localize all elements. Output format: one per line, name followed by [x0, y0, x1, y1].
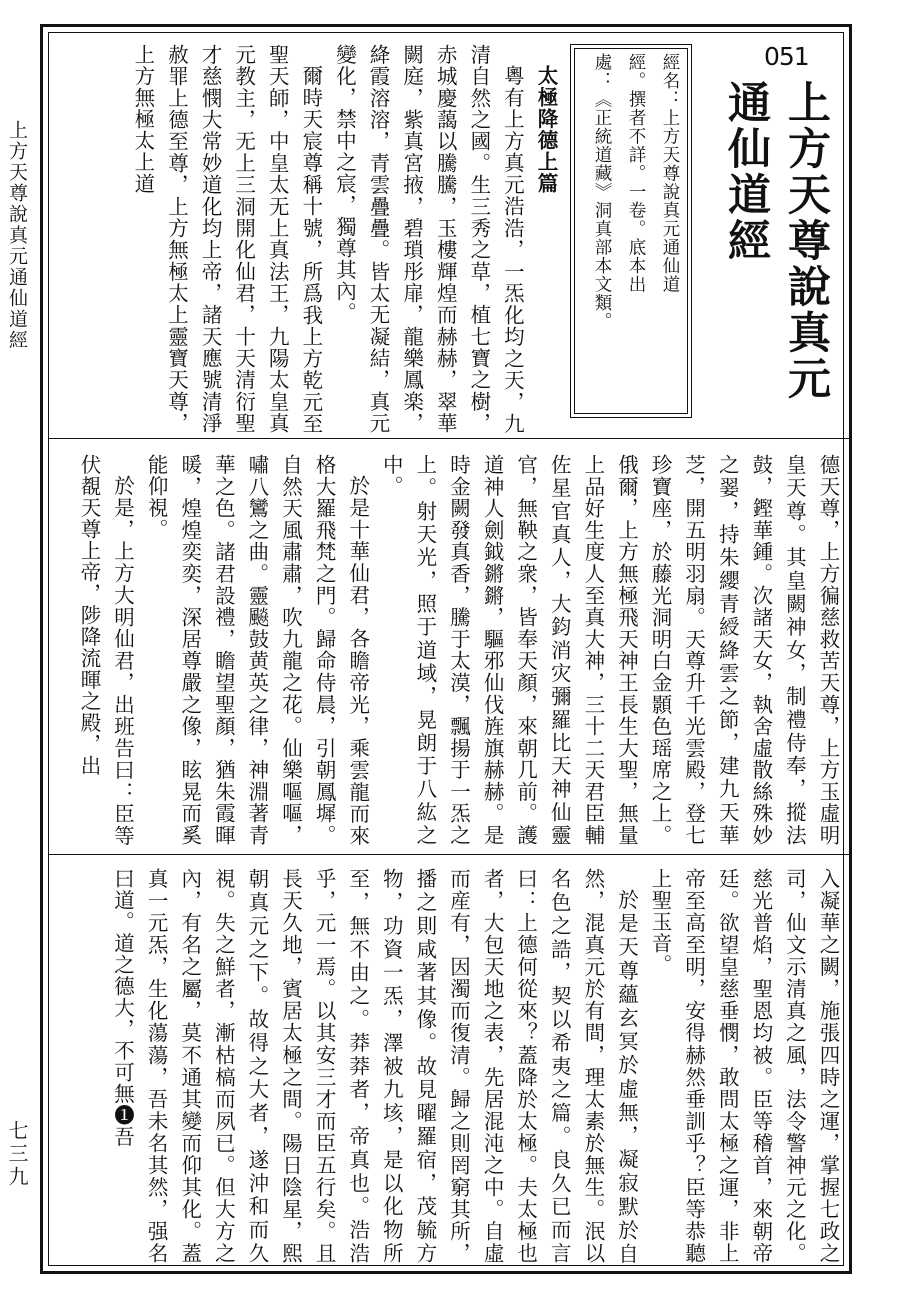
page-number: 七三九 [5, 1120, 29, 1189]
register-divider-1 [48, 438, 850, 439]
paragraph: 德天尊，上方徧慈救苦天尊，上方玉虛明皇天尊。其皇闕神女，制禮侍奉，摐法鼓，鏗華鍾。次諸天女，執舍虛散絲殊妙之翣，持朱纓青綬絳雲之節，建九天華芝，開五明羽扇。天尊升千光雲殿，登七珍寶座，於藤光洞明白金顥色瑶席之上。俄爾，上方無極飛天神王長生大聖，無量上品好生度人至真大神，三十二天君臣輔佐星官真人，大鈞消灾彌羅比天神仙靈官，無鞅之衆，皆奉天顏，來朝几前。護道神人劍鉞鏘鏘，驅邪仙伐旌旗赫赫。是時金闕發真香，騰于太漠，飄揚于一炁之上。射天光，照于道域，晃朗于八紘之中。 [379, 454, 840, 846]
text-register-1 [52, 44, 562, 434]
colophon-box [570, 44, 692, 418]
paragraph: 於是十華仙君，各瞻帝光，乘雲龍而來格大羅飛梵之門。歸命侍晨，引朝鳳墀。自然天風肅肅，吹九龍之花。仙樂嘔嘔，嘯八鸞之曲。靈飈鼓黄英之律，神淵著青華之色。諸君設禮，瞻望聖顏，猶朱霞暉暖，煌煌奕奕，深居尊嚴之像，眩晃而奚能仰視。 [144, 454, 370, 846]
paragraph: 於是天尊蘊玄冥於虛無，凝寂默於自然，混真元於有間，理太素於無生。泯以名色之誥，契以希夷之篇。良久已而言曰：上德何從來？蓋降於太極。夫太極也者，大包天地之表，先居混沌之中。自虛而産有，因濁而復清。歸之則罔窮其所，播之則咸著其像。故見曜羅宿，茂毓方物，功資一炁，澤被九垓，是以化物所至，無不由之。莽莽者，帝真也。浩浩乎，元一焉。以其安三才而臣五行矣。且長天久地，賓居太極之間。陽日陰星，熙朝真元之下。故得之大者，遂沖和而久視。失之鮮者，漸枯槁而夙已。但大方之內，有名之屬，莫不通其變而仰其化。蓋真一元炁，生化蕩蕩，吾未名其然，强名曰道。道之德大，不可無❶吾 [110, 868, 639, 1264]
register-divider-2 [48, 854, 850, 855]
paragraph: 爾時天宸尊稱十號，所爲我上方乾元至聖天師，中皇太无上真法王，九陽太皇真元教主，无上三洞開化仙君，十天清衍聖才慈憫大常妙道化均上帝，諸天應號清淨赦罪上德至尊，上方無極太上靈寶天尊，上方無極太上道 [130, 44, 323, 434]
text-register-2 [52, 454, 844, 846]
colophon-line: 經名：上方天尊說真元通仙道 [660, 53, 680, 294]
sutra-title: 上方天尊說真元通仙道經 [721, 80, 831, 402]
paragraph: 於是，上方大明仙君，出班告曰：臣等伏覩天尊上帝，陟降流暉之殿，出 [76, 454, 135, 846]
sutra-number: 051 [764, 42, 809, 71]
colophon-line: 經。撰者不詳。一卷。底本出 [626, 53, 646, 294]
text-register-3 [52, 868, 844, 1264]
colophon-line: 處：《正統道藏》洞真部本文類。 [592, 53, 612, 331]
running-title: 上方天尊說真元通仙道經 [6, 120, 28, 351]
paragraph: 粵有上方真元浩浩，一炁化均之天，九清自然之國。生三秀之草，植七寶之樹，赤城慶藹以騰騰，玉樓輝煌而赫赫，翠華闕庭，紫真宮掖，碧瑣彤扉，龍樂鳳楽，絳霞溶溶，青雲疊疊。皆太无凝結，真元變化，禁中之宸，獨尊其內。 [332, 44, 525, 434]
colophon-text [585, 53, 687, 409]
paragraph: 入凝華之闕，施張四時之運，掌握七政之司，仙文示清真之風，法令警神元之化。慈光普焰，聖恩均被。臣等稽首，來朝帝廷。欲望皇慈垂憫，敢問太極之運，非上帝至高至明，安得赫然垂訓乎？臣等恭聽上聖玉音。 [648, 868, 840, 1264]
section-heading: 太極降德上篇 [534, 64, 558, 194]
